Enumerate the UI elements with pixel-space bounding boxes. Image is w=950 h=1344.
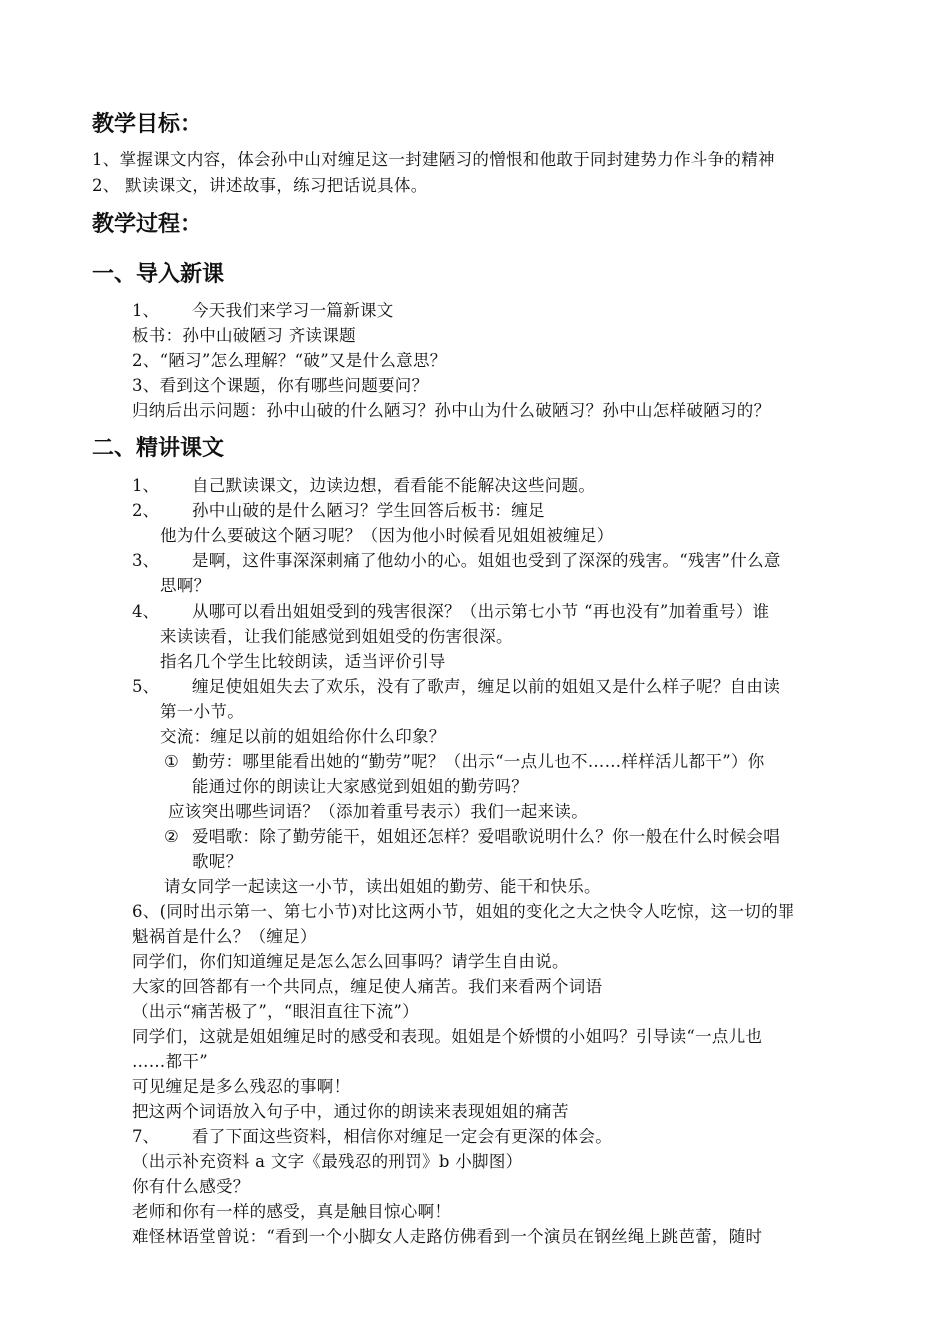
text-line: （出示“痛苦极了”，“眼泪直往下流”） — [132, 1002, 419, 1021]
text-line: 今天我们来学习一篇新课文 — [192, 301, 394, 320]
text-line: 自己默读课文，边读边想，看看能不能解决这些问题。 — [192, 476, 596, 495]
text-line: 把这两个词语放入句子中，通过你的朗读来表现姐姐的痛苦 — [132, 1102, 569, 1121]
text-line: 第一小节。 — [160, 702, 244, 721]
text-line: 6、(同时出示第一、第七小节)对比这两小节，姐姐的变化之大之快令人吃惊，这一切的罪 — [132, 902, 795, 921]
text-line: 从哪可以看出姐姐受到的残害很深？（出示第七小节 “再也没有”加着重号）谁 — [192, 602, 770, 621]
text-line: 爱唱歌：除了勤劳能干，姐姐还怎样？爱唱歌说明什么？你一般在什么时候会唱 — [192, 827, 780, 846]
item-number: 2、 — [132, 501, 159, 520]
text-line: 孙中山破的是什么陋习？学生回答后板书：缠足 — [192, 501, 545, 520]
heading-teaching-process: 教学过程： — [92, 212, 203, 237]
text-line: 指名几个学生比较朗读，适当评价引导 — [160, 652, 446, 671]
item-number: 7、 — [132, 1127, 159, 1146]
goal-line-1: 1、掌握课文内容，体会孙中山对缠足这一封建陋习的憎恨和他敢于同封建势力作斗争的精神 — [92, 150, 775, 169]
text-line: 你有什么感受？ — [132, 1177, 250, 1196]
item-number: 3、 — [132, 551, 159, 570]
text-line: 能通过你的朗读让大家感觉到姐姐的勤劳吗？ — [192, 777, 528, 796]
text-line: 可见缠足是多么残忍的事啊！ — [132, 1077, 351, 1096]
text-line: 2、“陋习”怎么理解？“破”又是什么意思？ — [132, 351, 447, 370]
text-line: 来读读看，让我们能感觉到姐姐受的伤害很深。 — [160, 627, 513, 646]
text-line: 歌呢？ — [192, 852, 243, 871]
text-line: 看了下面这些资料，相信你对缠足一定会有更深的体会。 — [192, 1127, 612, 1146]
text-line: 应该突出哪些词语？（添加着重号表示）我们一起来读。 — [168, 802, 588, 821]
circled-number-1: ① — [164, 752, 179, 771]
heading-part1: 一、导入新课 — [92, 262, 225, 287]
heading-part2: 二、精讲课文 — [92, 436, 225, 461]
text-line: 交流：缠足以前的姐姐给你什么印象？ — [160, 727, 446, 746]
item-number: 1、 — [132, 301, 159, 320]
text-line: 魁祸首是什么？（缠足） — [132, 927, 317, 946]
text-line: ……都干” — [132, 1052, 208, 1071]
text-line: 同学们，这就是姐姐缠足时的感受和表现。姐姐是个娇惯的小姐吗？引导读“一点儿也 — [132, 1027, 763, 1046]
goal-line-2: 2、 默读课文，讲述故事，练习把话说具体。 — [92, 176, 428, 195]
text-line: 勤劳：哪里能看出她的“勤劳”呢？（出示“一点儿也不……样样活儿都干”）你 — [192, 752, 765, 771]
text-line: 思啊？ — [160, 576, 211, 595]
item-number: 5、 — [132, 677, 159, 696]
item-number: 1、 — [132, 476, 159, 495]
text-line: 老师和你有一样的感受，真是触目惊心啊！ — [132, 1202, 452, 1221]
text-line: 是啊，这件事深深刺痛了他幼小的心。姐姐也受到了深深的残害。“残害”什么意 — [192, 551, 781, 570]
text-line: 难怪林语堂曾说：“看到一个小脚女人走路仿佛看到一个演员在钢丝绳上跳芭蕾，随时 — [132, 1227, 763, 1246]
text-line: 同学们，你们知道缠足是怎么怎么回事吗？请学生自由说。 — [132, 952, 569, 971]
text-line: 缠足使姐姐失去了欢乐，没有了歌声，缠足以前的姐姐又是什么样子呢？自由读 — [192, 677, 780, 696]
text-line: 归纳后出示问题：孙中山破的什么陋习？孙中山为什么破陋习？孙中山怎样破陋习的？ — [132, 401, 771, 420]
text-line: 3、看到这个课题，你有哪些问题要问？ — [132, 376, 429, 395]
item-number: 4、 — [132, 602, 159, 621]
text-line: 他为什么要破这个陋习呢？（因为他小时候看见姐姐被缠足） — [160, 526, 614, 545]
text-line: 请女同学一起读这一小节，读出姐姐的勤劳、能干和快乐。 — [164, 877, 601, 896]
text-line: 大家的回答都有一个共同点，缠足使人痛苦。我们来看两个词语 — [132, 977, 603, 996]
blackboard-line: 板书：孙中山破陋习 齐读课题 — [132, 326, 356, 345]
heading-teaching-goals: 教学目标： — [92, 112, 203, 137]
circled-number-2: ② — [164, 827, 179, 846]
text-line: （出示补充资料 a 文字《最残忍的刑罚》b 小脚图） — [132, 1152, 523, 1171]
